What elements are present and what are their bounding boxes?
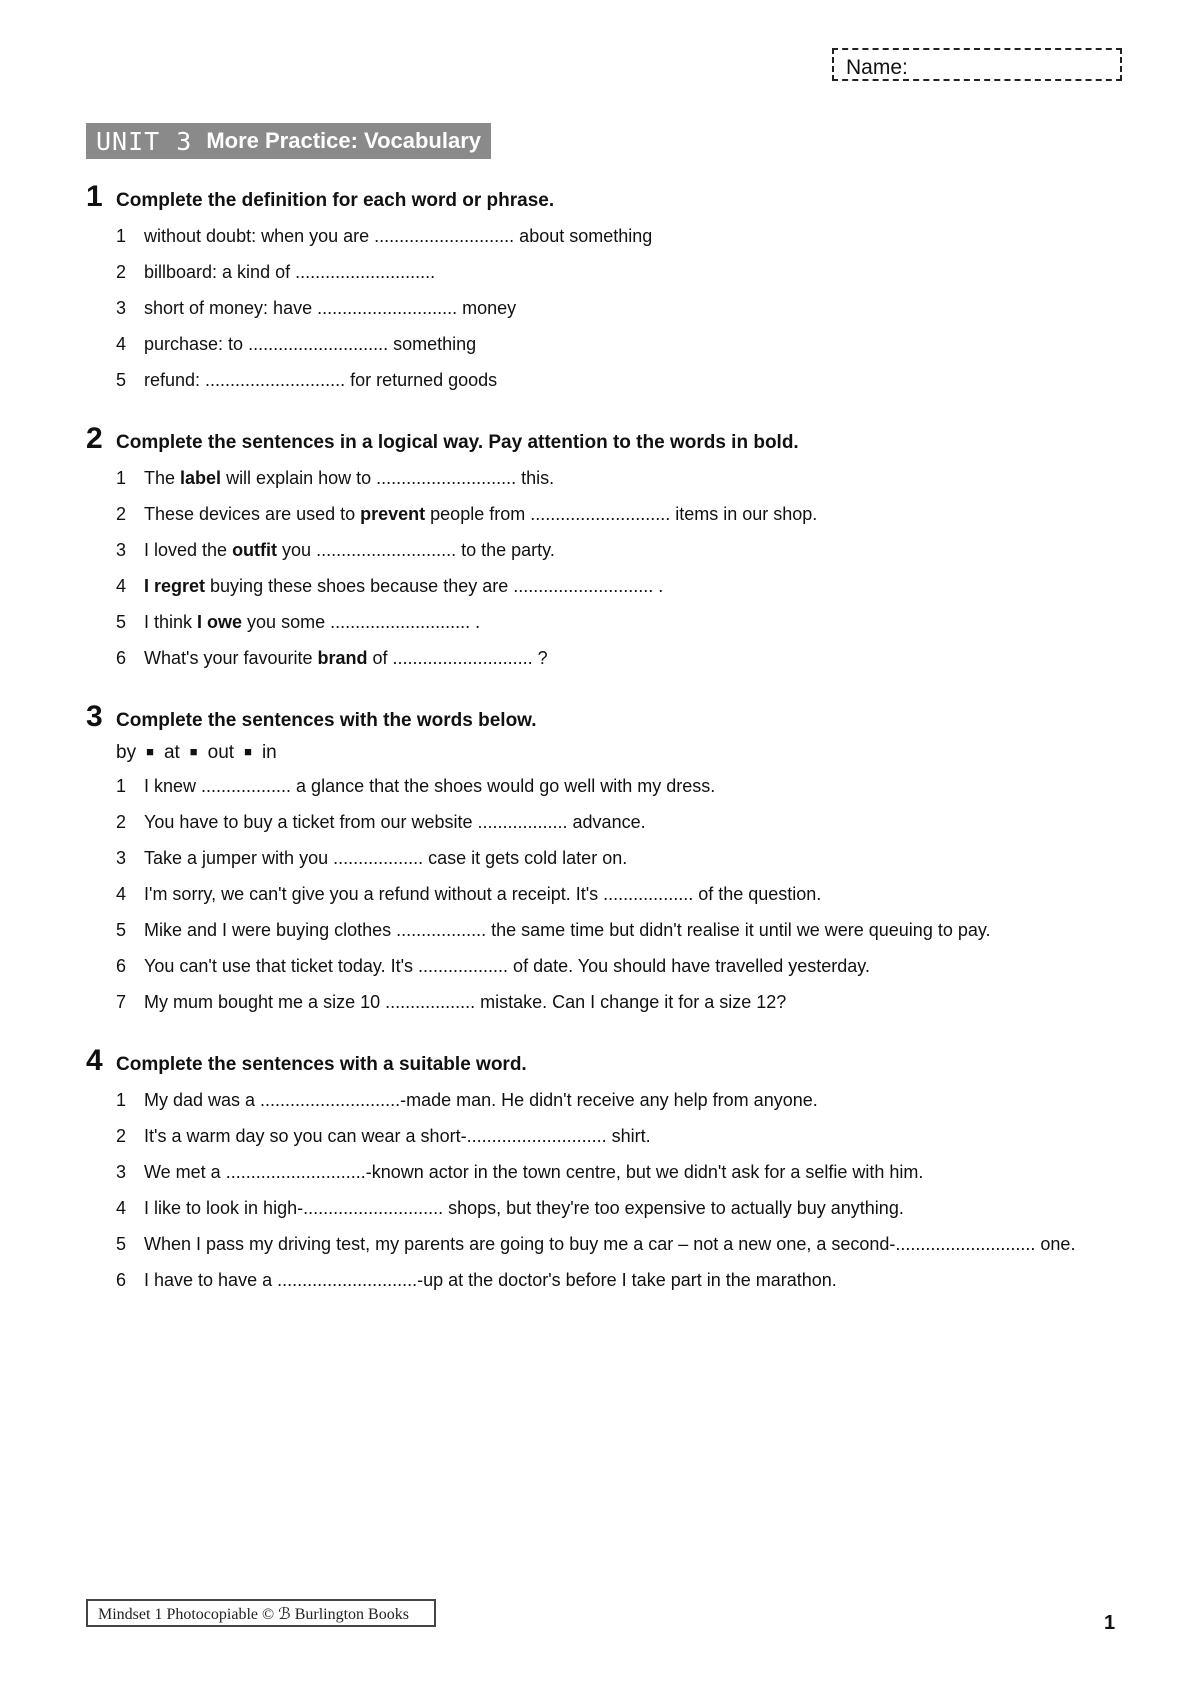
exercise-item[interactable] — [116, 1196, 1126, 1220]
exercise-items — [86, 774, 1126, 1014]
bold-keyword: I owe — [197, 612, 243, 632]
exercise-number: 1 — [86, 180, 103, 213]
exercises-container — [86, 180, 1126, 1322]
sentence-fragment: You can't use that ticket today. It's .................. of date. You should have travelled yesterday. — [144, 956, 870, 976]
word-box — [116, 742, 1126, 764]
sentence-fragment: people from ............................ items in our shop. — [425, 504, 818, 524]
bold-keyword: brand — [317, 648, 368, 668]
exercise-items — [86, 224, 1126, 392]
exercise-item[interactable] — [116, 538, 1126, 562]
item-text — [144, 260, 1126, 284]
item-number: 2 — [116, 812, 127, 832]
exercise-item[interactable] — [116, 502, 1126, 526]
item-number: 2 — [116, 504, 127, 524]
word-box-word: by — [116, 742, 137, 763]
item-text — [144, 774, 1126, 798]
item-text — [144, 646, 1126, 670]
item-number: 1 — [116, 1090, 127, 1110]
item-text — [144, 224, 1126, 248]
exercise-item[interactable] — [116, 466, 1126, 490]
sentence-fragment: I like to look in high-............................ shops, but they're too expensive to actually buy anything. — [144, 1198, 904, 1218]
word-box-word: at — [163, 742, 180, 763]
sentence-fragment: purchase: to ............................ something — [144, 334, 477, 354]
sentence-fragment: I have to have a ............................-up at the doctor's before I take part in the marathon. — [144, 1270, 837, 1290]
exercise-item[interactable] — [116, 1268, 1126, 1292]
item-number: 1 — [116, 226, 127, 246]
sentence-fragment: of ............................ ? — [367, 648, 548, 668]
unit-label: UNIT 3 — [96, 126, 193, 156]
item-number: 1 — [116, 468, 127, 488]
item-number: 2 — [116, 1126, 127, 1146]
exercise-item[interactable] — [116, 882, 1126, 906]
item-text — [144, 1268, 1126, 1292]
unit-title: More Practice: Vocabulary — [206, 128, 482, 153]
exercise-3 — [86, 700, 1126, 1014]
item-number: 4 — [116, 576, 127, 596]
item-number: 6 — [116, 648, 127, 668]
exercise-items — [86, 466, 1126, 670]
sentence-fragment: without doubt: when you are ............................ about something — [144, 226, 653, 246]
item-text — [144, 1232, 1126, 1256]
sentence-fragment: billboard: a kind of ............................ — [144, 262, 436, 282]
sentence-fragment: We met a ............................-known actor in the town centre, but we didn't ask for a selfie with him. — [144, 1162, 924, 1182]
item-text — [144, 1124, 1126, 1148]
item-text — [144, 368, 1126, 392]
bold-keyword: label — [180, 468, 222, 488]
exercise-1 — [86, 180, 1126, 392]
exercise-instruction: Complete the sentences with the words below. — [116, 710, 537, 731]
sentence-fragment: My dad was a ............................-made man. He didn't receive any help from anyone. — [144, 1090, 818, 1110]
sentence-fragment: you some ............................ . — [242, 612, 481, 632]
item-text — [144, 954, 1126, 978]
sentence-fragment: you ............................ to the party. — [277, 540, 555, 560]
sentence-fragment: I think — [144, 612, 198, 632]
bold-keyword: outfit — [232, 540, 278, 560]
name-label: Name: — [846, 56, 908, 79]
exercise-item[interactable] — [116, 774, 1126, 798]
item-text — [144, 846, 1126, 870]
item-text — [144, 990, 1126, 1014]
bullet-separator: ■ — [189, 744, 198, 759]
item-text — [144, 882, 1126, 906]
exercise-items — [86, 1088, 1126, 1292]
sentence-fragment: You have to buy a ticket from our website .................. advance. — [144, 812, 646, 832]
exercise-item[interactable] — [116, 646, 1126, 670]
word-box-word: out — [207, 742, 235, 763]
sentence-fragment: Mike and I were buying clothes .................. the same time but didn't realise it until we were queuing to pay. — [144, 920, 991, 940]
item-number: 6 — [116, 1270, 127, 1290]
exercise-2 — [86, 422, 1126, 670]
sentence-fragment: will explain how to ............................ this. — [221, 468, 555, 488]
unit-banner — [86, 123, 491, 159]
item-number: 1 — [116, 776, 127, 796]
item-number: 5 — [116, 612, 127, 632]
exercise-heading — [86, 1044, 1126, 1078]
item-number: 4 — [116, 334, 127, 354]
exercise-item[interactable] — [116, 368, 1126, 392]
item-text — [144, 918, 1126, 942]
sentence-fragment: The — [144, 468, 181, 488]
sentence-fragment: It's a warm day so you can wear a short-............................ shirt. — [144, 1126, 651, 1146]
item-number: 5 — [116, 1234, 127, 1254]
exercise-heading — [86, 180, 1126, 214]
sentence-fragment: buying these shoes because they are ............................ . — [205, 576, 664, 596]
exercise-item[interactable] — [116, 810, 1126, 834]
exercise-heading — [86, 422, 1126, 456]
exercise-item[interactable] — [116, 296, 1126, 320]
word-box-word: in — [261, 742, 277, 763]
footer-copyright: Mindset 1 Photocopiable © ℬ Burlington Books — [86, 1599, 436, 1627]
page-number: 1 — [1104, 1612, 1116, 1634]
item-number: 5 — [116, 920, 127, 940]
item-number: 3 — [116, 1162, 127, 1182]
exercise-item[interactable] — [116, 954, 1126, 978]
item-text — [144, 1196, 1126, 1220]
exercise-item[interactable] — [116, 1088, 1126, 1112]
item-text — [144, 296, 1126, 320]
item-number: 3 — [116, 540, 127, 560]
sentence-fragment: refund: ............................ for returned goods — [144, 370, 498, 390]
sentence-fragment: I'm sorry, we can't give you a refund without a receipt. It's .................. of the question. — [144, 884, 822, 904]
item-text — [144, 610, 1126, 634]
sentence-fragment: Take a jumper with you .................. case it gets cold later on. — [144, 848, 628, 868]
item-text — [144, 1160, 1126, 1184]
exercise-instruction: Complete the sentences with a suitable word. — [116, 1054, 527, 1075]
sentence-fragment: What's your favourite — [144, 648, 318, 668]
exercise-item[interactable] — [116, 1124, 1126, 1148]
item-number: 6 — [116, 956, 127, 976]
exercise-item[interactable] — [116, 332, 1126, 356]
item-text — [144, 502, 1126, 526]
item-number: 7 — [116, 992, 127, 1012]
exercise-number: 4 — [86, 1044, 103, 1077]
sentence-fragment: My mum bought me a size 10 .................. mistake. Can I change it for a size 12? — [144, 992, 787, 1012]
item-number: 3 — [116, 848, 127, 868]
exercise-instruction: Complete the sentences in a logical way. Pay attention to the words in bold. — [116, 432, 799, 453]
item-number: 4 — [116, 1198, 127, 1218]
bold-keyword: prevent — [360, 504, 426, 524]
item-text — [144, 810, 1126, 834]
exercise-item[interactable] — [116, 918, 1126, 942]
sentence-fragment: I knew .................. a glance that the shoes would go well with my dress. — [144, 776, 716, 796]
sentence-fragment: When I pass my driving test, my parents are going to buy me a car – not a new one, a second-............................ one. — [144, 1234, 1076, 1254]
item-text — [144, 1088, 1126, 1112]
exercise-number: 3 — [86, 700, 103, 733]
exercise-item[interactable] — [116, 846, 1126, 870]
name-field[interactable] — [832, 48, 1122, 81]
item-number: 5 — [116, 370, 127, 390]
exercise-heading — [86, 700, 1126, 734]
sentence-fragment: short of money: have ............................ money — [144, 298, 517, 318]
item-text — [144, 538, 1126, 562]
item-number: 2 — [116, 262, 127, 282]
sentence-fragment: I loved the — [144, 540, 233, 560]
item-number: 4 — [116, 884, 127, 904]
exercise-number: 2 — [86, 422, 103, 455]
exercise-item[interactable] — [116, 1160, 1126, 1184]
sentence-fragment: These devices are used to — [144, 504, 361, 524]
item-number: 3 — [116, 298, 127, 318]
bullet-separator: ■ — [146, 744, 154, 759]
bold-keyword: I regret — [144, 576, 206, 596]
item-text — [144, 332, 1126, 356]
item-text — [144, 574, 1126, 598]
bullet-separator: ■ — [244, 744, 252, 759]
exercise-item[interactable] — [116, 224, 1126, 248]
exercise-item[interactable] — [116, 990, 1126, 1014]
item-text — [144, 466, 1126, 490]
exercise-item[interactable] — [116, 574, 1126, 598]
exercise-item[interactable] — [116, 260, 1126, 284]
exercise-4 — [86, 1044, 1126, 1292]
exercise-item[interactable] — [116, 610, 1126, 634]
exercise-item[interactable] — [116, 1232, 1126, 1256]
exercise-instruction: Complete the definition for each word or phrase. — [116, 190, 555, 211]
